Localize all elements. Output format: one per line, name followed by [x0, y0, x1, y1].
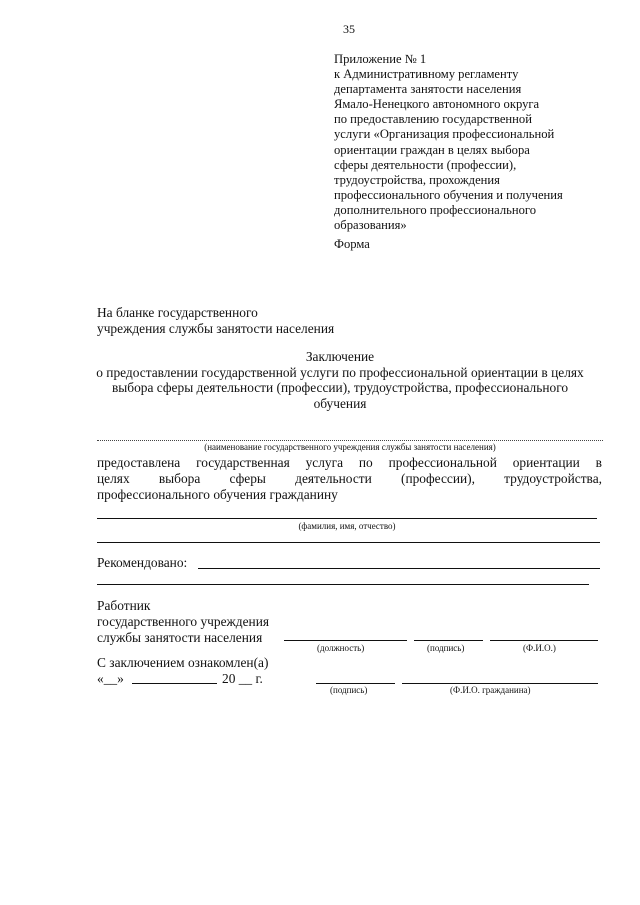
worker-fio-line[interactable]	[490, 640, 598, 641]
body-line-3: профессионального обучения гражданину	[97, 487, 338, 502]
annex-line: профессионального обучения и получения	[334, 187, 563, 202]
annex-line: услуги «Организация профессиональной	[334, 127, 555, 142]
annex-header	[334, 52, 563, 233]
worker-signature-caption: (подпись)	[427, 643, 465, 653]
annex-line: образования»	[334, 218, 407, 233]
annex-line: департамента занятости населения	[334, 82, 522, 97]
letterhead-note	[97, 305, 334, 337]
annex-line: ориентации граждан в целях выбора	[334, 142, 530, 157]
date-prefix: «__»	[97, 671, 124, 686]
citizen-fio-line[interactable]	[402, 683, 598, 684]
body-line-2: целях выбора сферы деятельности (профессии), трудоустройства,	[97, 471, 602, 486]
document-title	[90, 349, 590, 411]
worker-fio-caption: (Ф.И.О.)	[523, 643, 556, 653]
worker-signature-line[interactable]	[414, 640, 483, 641]
form-label: Форма	[334, 237, 370, 251]
page-number: 35	[343, 22, 355, 36]
annex-line: Ямало-Ненецкого автономного округа	[334, 97, 540, 112]
acquainted-label: С заключением ознакомлен(а)	[97, 655, 269, 670]
annex-line: дополнительного профессионального	[334, 202, 537, 217]
body-paragraph	[97, 455, 602, 503]
fio-line-2[interactable]	[97, 542, 600, 543]
date-year: 20 __ г.	[222, 671, 263, 686]
worker-line-2: государственного учреждения	[97, 614, 270, 629]
citizen-fio-caption: (Ф.И.О. гражданина)	[450, 685, 531, 695]
citizen-signature-line[interactable]	[316, 683, 395, 684]
citizen-signature-caption: (подпись)	[330, 685, 368, 695]
body-line-1: предоставлена государственная услуга по профессиональной ориентации в	[97, 455, 602, 470]
annex-line: трудоустройства, прохождения	[334, 172, 500, 187]
worker-block	[97, 598, 269, 646]
recommended-label: Рекомендовано:	[97, 555, 188, 570]
annex-line: по предоставлению государственной	[334, 112, 532, 127]
fio-line[interactable]	[97, 518, 597, 519]
institution-caption: (наименование государственного учреждения службы занятости населения)	[204, 442, 496, 452]
letterhead-line-1: На бланке государственного	[97, 305, 258, 320]
date-month-line[interactable]	[132, 683, 217, 684]
annex-line: Приложение № 1	[334, 52, 427, 66]
title-heading: Заключение	[305, 349, 375, 364]
worker-line-3: службы занятости населения	[97, 630, 263, 645]
recommended-line-2[interactable]	[97, 584, 589, 585]
institution-name-line[interactable]	[97, 440, 603, 441]
worker-position-line[interactable]	[284, 640, 407, 641]
annex-line: к Административному регламенту	[334, 67, 519, 82]
fio-caption: (фамилия, имя, отчество)	[298, 521, 396, 531]
letterhead-line-2: учреждения службы занятости населения	[97, 321, 335, 336]
recommended-line[interactable]	[198, 568, 600, 569]
worker-position-caption: (должность)	[317, 643, 365, 653]
annex-line: сферы деятельности (профессии),	[334, 157, 517, 172]
worker-line-1: Работник	[97, 598, 151, 613]
title-subtitle: о предоставлении государственной услуги по профессиональной ориентации в целях выбора сферы деятельности (профессии), трудоустройства, профессионального обучения	[96, 364, 584, 411]
